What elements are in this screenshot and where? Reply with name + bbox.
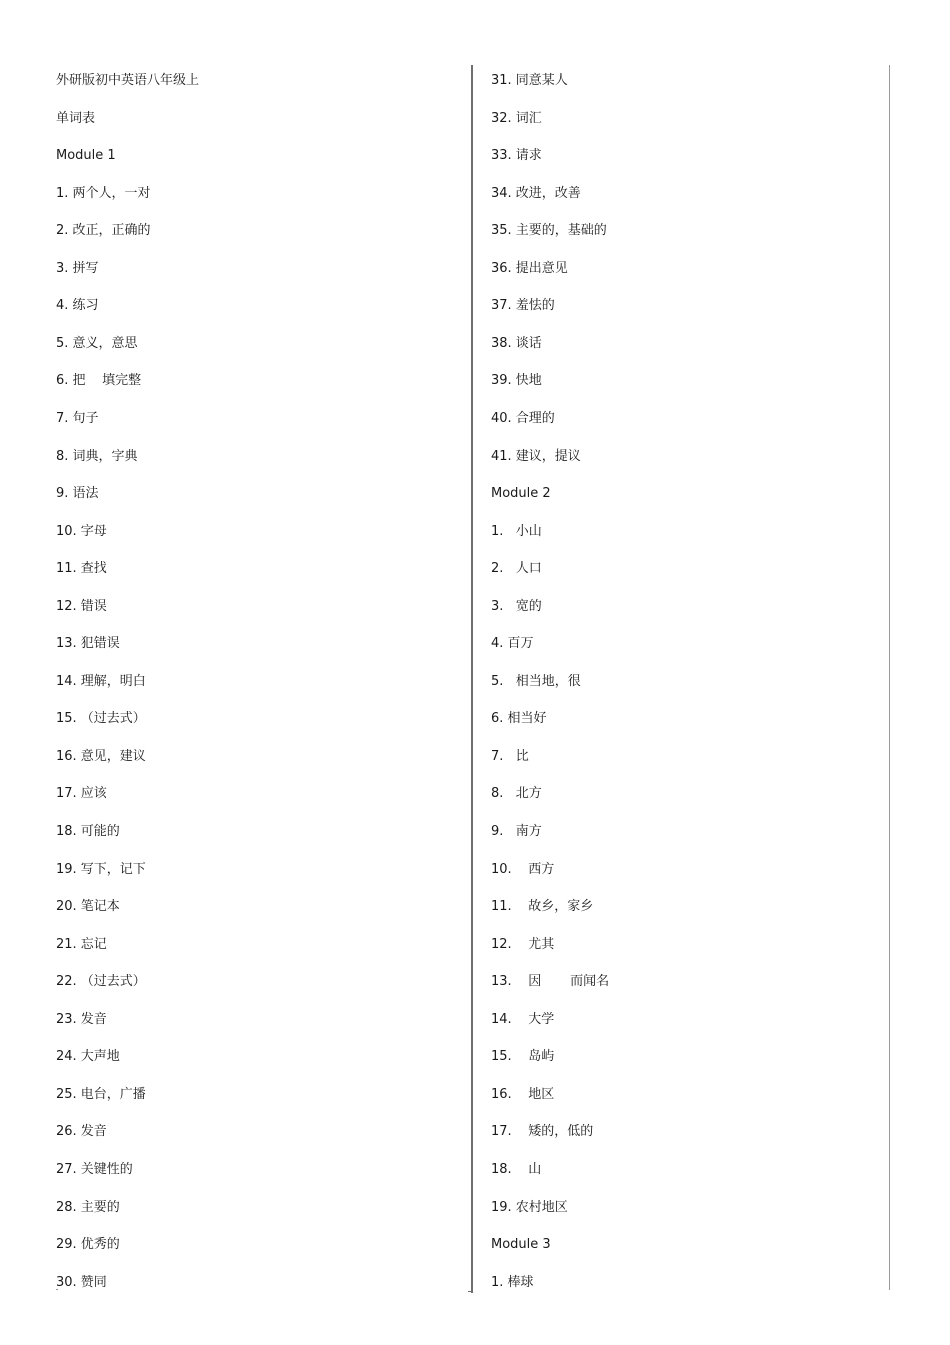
vocab-item: 13. 犯错误 bbox=[56, 636, 120, 652]
vocab-item: 2. 人口 bbox=[491, 561, 542, 577]
vocab-item: 15. （过去式） bbox=[56, 711, 146, 727]
vocab-item: 17. 应该 bbox=[56, 786, 107, 802]
vocab-item: 18. 山 bbox=[491, 1161, 542, 1177]
vocab-item: 28. 主要的 bbox=[56, 1199, 120, 1215]
vocab-item: 32. 词汇 bbox=[491, 110, 542, 126]
vocab-item: 41. 建议，提议 bbox=[491, 448, 581, 464]
vocab-item: 3. 宽的 bbox=[491, 598, 542, 614]
vocab-item: 23. 发音 bbox=[56, 1011, 107, 1027]
vocab-item: 4. 练习 bbox=[56, 298, 99, 314]
vocab-item: 16. 意见，建议 bbox=[56, 748, 146, 764]
vocab-item: 22. （过去式） bbox=[56, 974, 146, 990]
module-heading: Module 1 bbox=[56, 148, 116, 164]
vocab-item: 9. 南方 bbox=[491, 824, 542, 839]
vocab-item: 20. 笔记本 bbox=[56, 899, 120, 915]
vocab-item: 26. 发音 bbox=[56, 1124, 107, 1140]
vocab-item: 18. 可能的 bbox=[56, 824, 120, 839]
vocab-item: 9. 语法 bbox=[56, 486, 99, 502]
vocab-item: 33. 请求 bbox=[491, 148, 542, 164]
vocab-item: 10. 西方 bbox=[491, 861, 555, 877]
module-heading: Module 2 bbox=[491, 486, 551, 502]
vocab-item: 38. 谈话 bbox=[491, 335, 542, 351]
vocab-item: 13. 因 而闻名 bbox=[491, 974, 610, 990]
vocab-item: 14. 理解，明白 bbox=[56, 673, 146, 689]
vocab-item: 14. 大学 bbox=[491, 1011, 555, 1027]
vocab-item: 21. 忘记 bbox=[56, 936, 107, 952]
vocab-item: 15. 岛屿 bbox=[491, 1049, 555, 1065]
vocab-item: 5. 意义，意思 bbox=[56, 335, 138, 351]
vocab-item: 17. 矮的，低的 bbox=[491, 1124, 594, 1140]
divider-tick bbox=[468, 1291, 471, 1292]
vocab-item: 7. 比 bbox=[491, 748, 529, 764]
vocab-item: 10. 字母 bbox=[56, 523, 107, 539]
vocab-item: 36. 提出意见 bbox=[491, 260, 568, 276]
page-heading: 外研版初中英语八年级上 bbox=[56, 73, 200, 88]
vocab-item: 35. 主要的，基础的 bbox=[491, 223, 607, 239]
vocab-item: 11. 查找 bbox=[56, 561, 107, 577]
vocab-item: 34. 改进，改善 bbox=[491, 185, 581, 201]
vocab-item: 1. 小山 bbox=[491, 523, 542, 539]
vocab-item: 19. 农村地区 bbox=[491, 1199, 568, 1215]
vocab-item: 1. 棒球 bbox=[491, 1274, 534, 1290]
vocab-item: 12. 错误 bbox=[56, 598, 107, 614]
vocab-item: 30. 赞同 bbox=[56, 1274, 107, 1290]
vocab-item: 4. 百万 bbox=[491, 636, 534, 652]
right-border bbox=[889, 65, 890, 1290]
vocab-item: 7. 句子 bbox=[56, 410, 99, 426]
vocab-item: 6. 相当好 bbox=[491, 711, 547, 727]
vocab-item: 40. 合理的 bbox=[491, 410, 555, 426]
column-divider bbox=[471, 65, 473, 1293]
vocab-item: 27. 关键性的 bbox=[56, 1161, 133, 1177]
vocab-item: 12. 尤其 bbox=[491, 936, 555, 952]
vocab-item: 24. 大声地 bbox=[56, 1049, 120, 1065]
vocab-item: 11. 故乡，家乡 bbox=[491, 899, 594, 915]
vocab-item: 16. 地区 bbox=[491, 1086, 555, 1102]
vocab-item: 39. 快地 bbox=[491, 373, 542, 389]
vocab-item: 29. 优秀的 bbox=[56, 1237, 120, 1253]
page-heading: 单词表 bbox=[56, 110, 96, 126]
vocab-item: 5. 相当地，很 bbox=[491, 673, 581, 689]
vocab-item: 3. 拼写 bbox=[56, 260, 99, 276]
module-heading: Module 3 bbox=[491, 1237, 551, 1253]
vocab-item: 25. 电台，广播 bbox=[56, 1086, 146, 1102]
vocab-item: 1. 两个人，一对 bbox=[56, 185, 151, 201]
vocab-item: 2. 改正，正确的 bbox=[56, 223, 151, 239]
vocab-item: 8. 北方 bbox=[491, 786, 542, 802]
vocab-item: 8. 词典，字典 bbox=[56, 448, 138, 464]
vocab-item: 37. 羞怯的 bbox=[491, 298, 555, 314]
vocab-item: 6. 把 填完整 bbox=[56, 373, 142, 389]
vocab-item: 19. 写下，记下 bbox=[56, 861, 146, 877]
vocab-item: 31. 同意某人 bbox=[491, 73, 568, 88]
